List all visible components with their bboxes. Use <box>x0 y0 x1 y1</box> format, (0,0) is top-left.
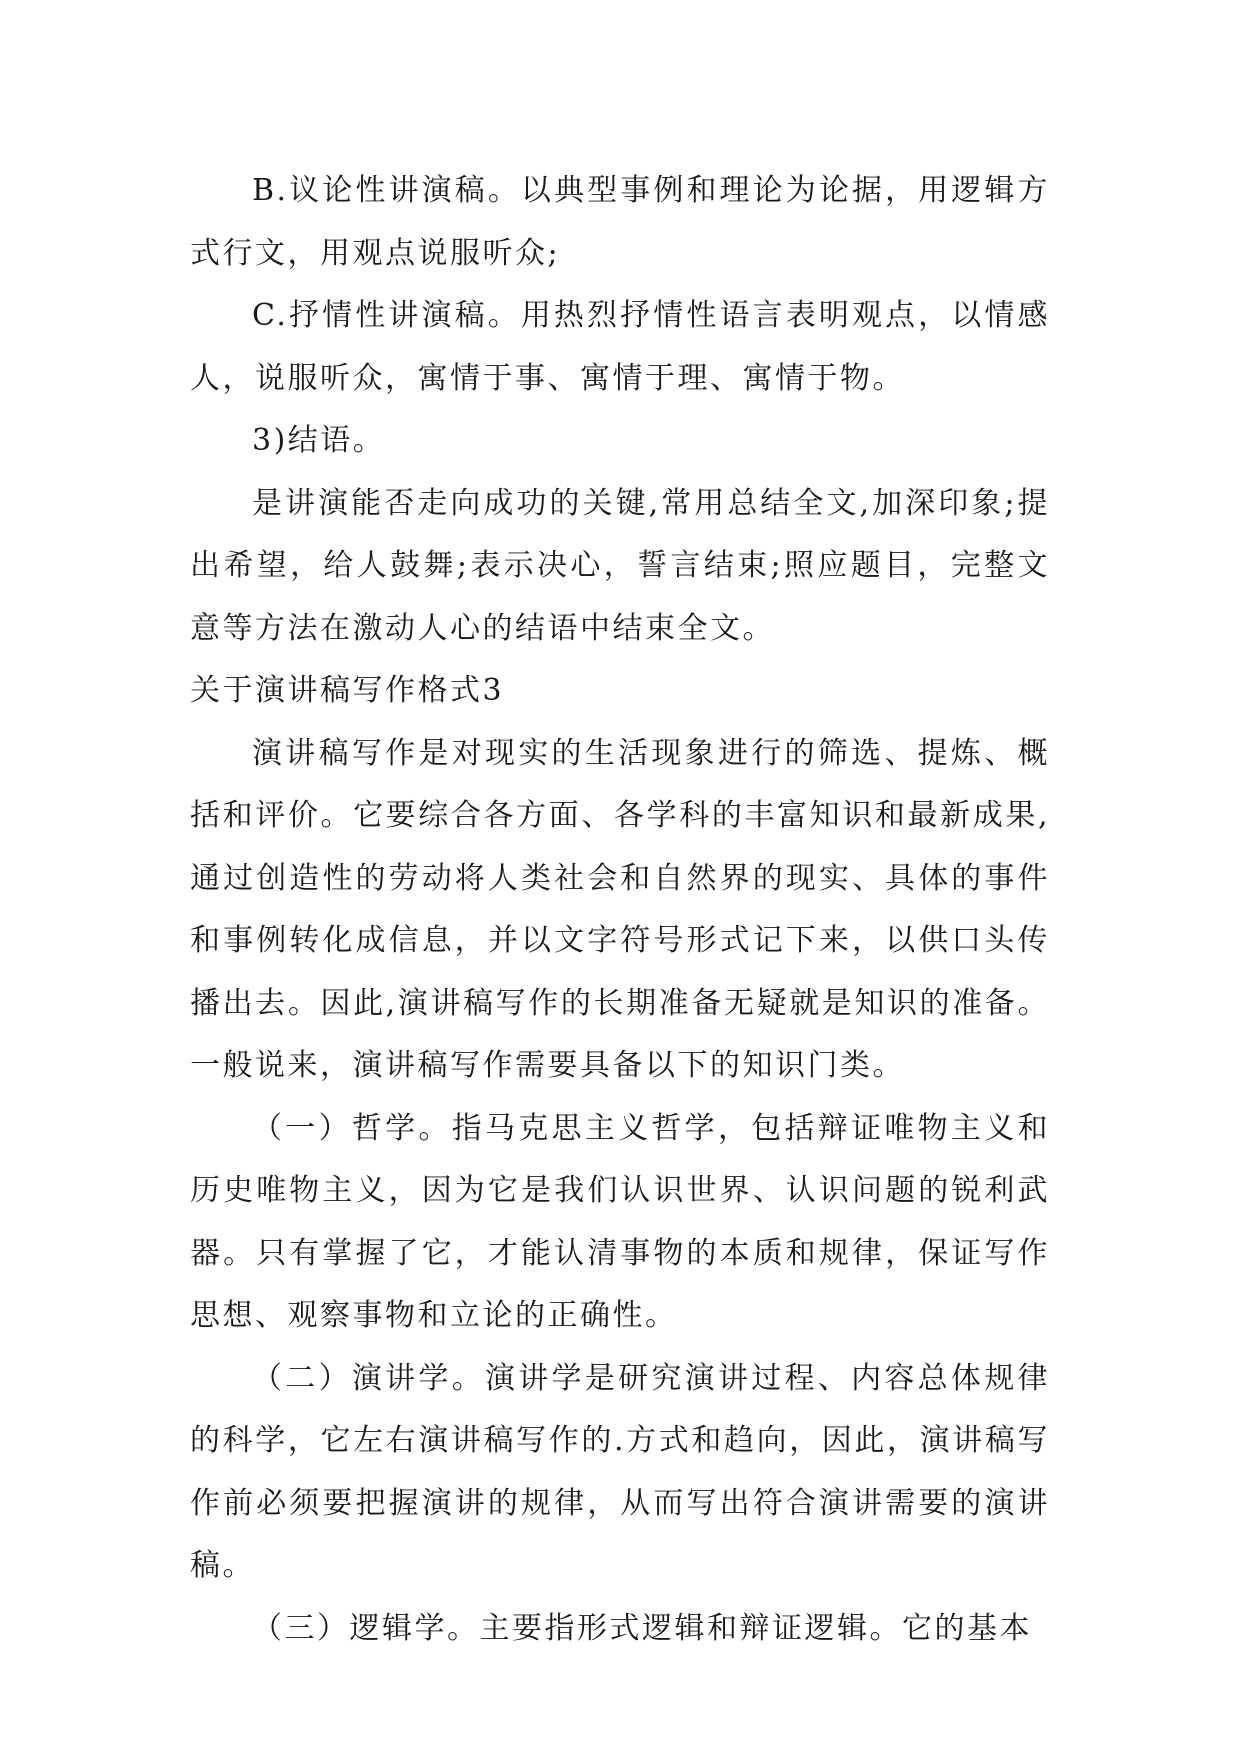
paragraph-oratory: （二）演讲学。演讲学是研究演讲过程、内容总体规律的科学，它左右演讲稿写作的.方式和趋向，因此，演讲稿写作前必须要把握演讲的规律，从而写出符合演讲需要的演讲稿。 <box>190 1360 1050 1583</box>
section-heading: 关于演讲稿写作格式3 <box>190 673 505 708</box>
paragraph-lyrical-speech: C.抒情性讲演稿。用热烈抒情性语言表明观点，以情感人，说服听众，寓情于事、寓情于理、寓情于物。 <box>190 298 1050 396</box>
paragraph-logic: （三）逻辑学。主要指形式逻辑和辩证逻辑。它的基本 <box>252 1610 1032 1646</box>
paragraph-argumentative-speech: B.议论性讲演稿。以典型事例和理论为论据，用逻辑方式行文，用观点说服听众; <box>190 173 1050 271</box>
paragraph-intro: 演讲稿写作是对现实的生活现象进行的筛选、提炼、概括和评价。它要综合各方面、各学科的丰富知识和最新成果,通过创造性的劳动将人类社会和自然界的现实、具体的事件和事例转化成信息，并以文字符号形式记下来，以供口头传播出去。因此,演讲稿写作的长期准备无疑就是知识的准备。一般说来，演讲稿写作需要具备以下的知识门类。 <box>190 735 1050 1083</box>
paragraph-philosophy: （一）哲学。指马克思主义哲学，包括辩证唯物主义和历史唯物主义，因为它是我们认识世界、认识问题的锐利武器。只有掌握了它，才能认清事物的本质和规律，保证写作思想、观察事物和立论的正确性。 <box>190 1110 1050 1333</box>
paragraph-conclusion-title: 3)结语。 <box>252 423 386 458</box>
paragraph-conclusion-body: 是讲演能否走向成功的关键,常用总结全文,加深印象;提出希望，给人鼓舞;表示决心，誓言结束;照应题目，完整文意等方法在激动人心的结语中结束全文。 <box>190 485 1050 646</box>
document-body <box>190 160 1050 1660</box>
